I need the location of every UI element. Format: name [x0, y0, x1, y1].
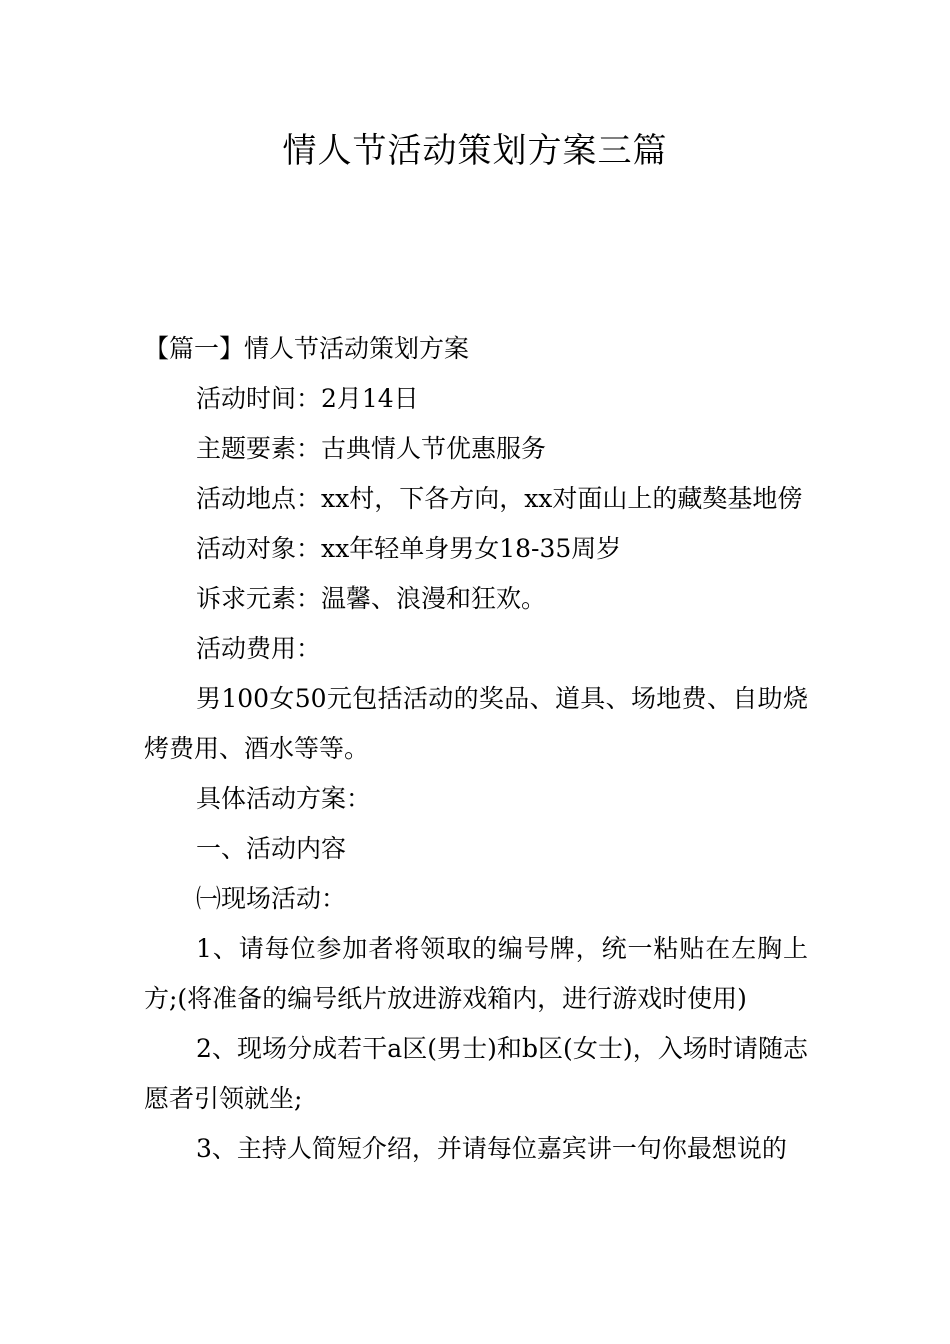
paragraph-item-1: 1、请每位参加者将领取的编号牌，统一粘贴在左胸上方;(将准备的编号纸片放进游戏箱内，进行游戏时使用)	[144, 934, 808, 1013]
paragraph-plan-label: 具体活动方案：	[196, 784, 372, 813]
document-title: 情人节活动策划方案三篇	[282, 131, 668, 171]
paragraph-theme: 主题要素：古典情人节优惠服务	[196, 434, 547, 463]
paragraph-location: 活动地点：xx村，下各方向，xx对面山上的藏獒基地傍	[196, 484, 803, 513]
paragraph-onsite-heading: ㈠现场活动：	[196, 884, 347, 913]
paragraph-elements: 诉求元素：温馨、浪漫和狂欢。	[196, 584, 547, 613]
paragraph-item-3: 3、主持人简短介绍，并请每位嘉宾讲一句你最想说的	[196, 1134, 787, 1163]
paragraph-cost-detail: 男100女50元包括活动的奖品、道具、场地费、自助烧烤费用、酒水等等。	[144, 684, 808, 763]
paragraph-content-heading: 一、活动内容	[196, 834, 347, 863]
paragraph-cost-label: 活动费用：	[196, 634, 322, 663]
paragraph-activity-time: 活动时间：2月14日	[196, 384, 419, 413]
section-heading: 【篇一】情人节活动策划方案	[144, 334, 470, 363]
paragraph-audience: 活动对象：xx年轻单身男女18-35周岁	[196, 534, 622, 563]
paragraph-item-2: 2、现场分成若干a区(男士)和b区(女士)，入场时请随志愿者引领就坐;	[144, 1034, 808, 1113]
document-body	[144, 324, 808, 1174]
